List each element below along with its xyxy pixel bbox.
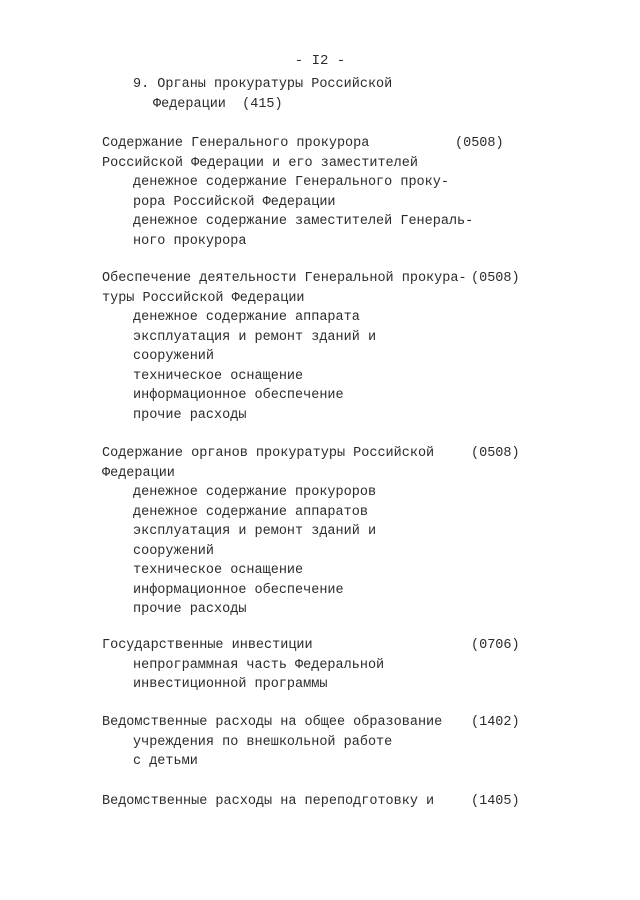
expense-item: денежное содержание аппаратов	[133, 504, 368, 520]
expense-item: денежное содержание прокуроров	[133, 485, 377, 500]
expense-item: денежное содержание аппарата	[133, 310, 360, 325]
budget-code: (1405)	[471, 794, 520, 809]
expense-item: техническое оснащение	[133, 563, 304, 578]
expense-item: информационное обеспечение	[133, 582, 344, 598]
budget-code: (0508)	[455, 136, 504, 151]
expense-item: сооружений	[133, 349, 215, 364]
budget-code: (0706)	[471, 638, 520, 653]
budget-section-state-investments	[0, 636, 640, 695]
page-number: - I2 -	[294, 53, 346, 69]
expense-item: денежное содержание Генерального проку-	[133, 175, 449, 190]
expense-item: сооружений	[133, 543, 215, 559]
expense-item: информационное обеспечение	[133, 388, 344, 403]
budget-code: (1402)	[471, 715, 520, 730]
expense-item: с детьми	[133, 754, 198, 769]
expense-item: инвестиционной программы	[133, 677, 328, 692]
section-title-line: Российской Федерации и его заместителей	[102, 155, 418, 171]
section-title-line: Федерации	[102, 465, 175, 481]
expense-item: учреждения по внешкольной работе	[133, 734, 393, 750]
section-heading-line: Федерации (415)	[153, 96, 283, 112]
budget-code: (0508)	[471, 446, 520, 461]
section-heading-line: 9. Органы прокуратуры Российской	[133, 77, 393, 92]
section-title-line: Содержание органов прокуратуры Российской	[102, 446, 435, 461]
section-title-line: Ведомственные расходы на общее образование	[102, 715, 443, 730]
budget-section-prosecutor-office-operations	[0, 269, 640, 425]
section-title-line: туры Российской Федерации	[102, 290, 305, 306]
expense-item: эксплуатация и ремонт зданий и	[133, 329, 377, 345]
expense-item: эксплуатация и ремонт зданий и	[133, 524, 377, 539]
section-title-line: Обеспечение деятельности Генеральной прокура-	[102, 271, 467, 286]
budget-code: (0508)	[471, 271, 520, 286]
expense-item: техническое оснащение	[133, 368, 304, 384]
expense-item: непрограммная часть Федеральной	[133, 657, 385, 673]
section-heading	[0, 75, 392, 114]
expense-item: прочие расходы	[133, 407, 247, 423]
budget-section-general-education	[0, 713, 640, 772]
expense-item: рора Российской Федерации	[133, 194, 336, 210]
section-title-line: Государственные инвестиции	[102, 638, 313, 653]
expense-item: прочие расходы	[133, 602, 247, 617]
expense-item: денежное содержание заместителей Генераль-	[133, 214, 474, 229]
budget-section-prosecutor-general-upkeep	[0, 134, 640, 251]
budget-section-retraining	[0, 792, 640, 812]
budget-section-prosecutor-bodies-upkeep	[0, 444, 640, 620]
section-title-line: Ведомственные расходы на переподготовку и	[102, 794, 435, 809]
expense-item: ного прокурора	[133, 233, 247, 249]
section-title-line: Содержание Генерального прокурора	[102, 136, 370, 151]
